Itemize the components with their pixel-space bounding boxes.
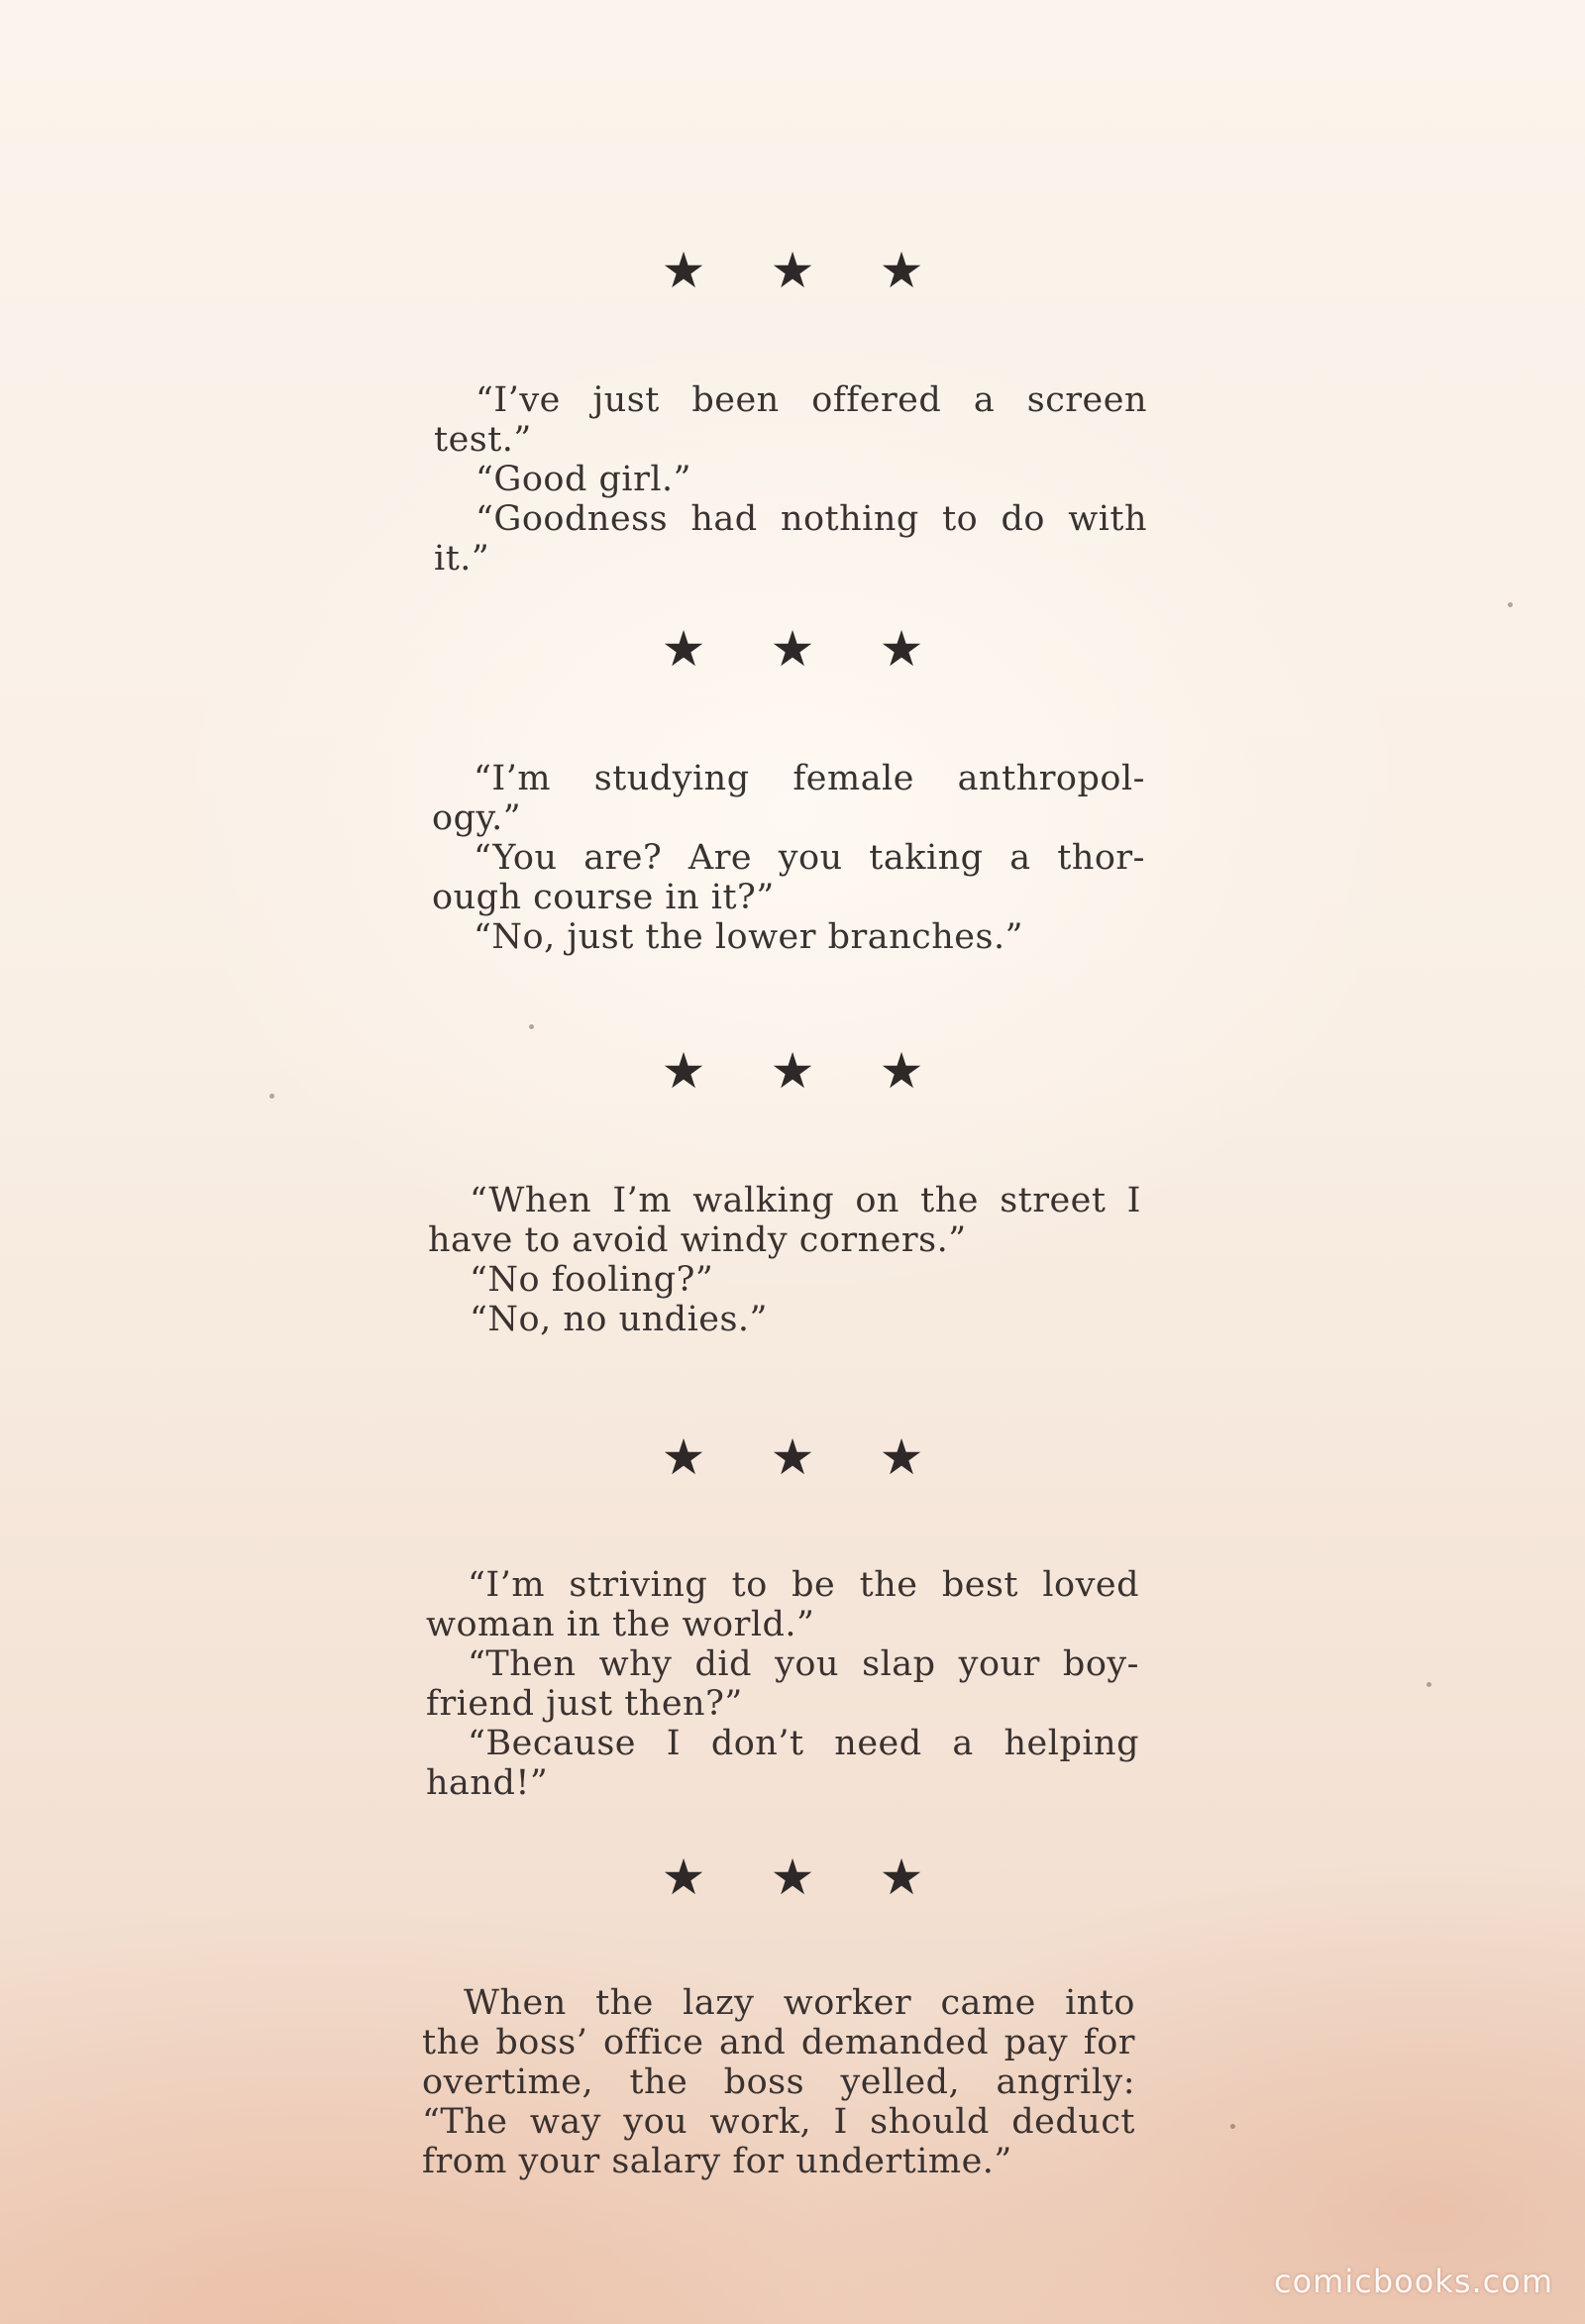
paper-speck [529, 1024, 534, 1029]
joke-line: “Goodness had nothing to do with [476, 499, 1147, 539]
star-separator [0, 1849, 1585, 1906]
joke-line: “I’m striving to be the best loved [468, 1565, 1139, 1605]
star-icon: ★ [770, 1849, 815, 1906]
star-separator [0, 1428, 1585, 1486]
star-icon: ★ [661, 1849, 706, 1906]
joke-paragraph [434, 380, 1147, 579]
joke-line: “No, no undies.” [470, 1300, 768, 1339]
joke-line: “You are? Are you taking a thor- [474, 838, 1145, 878]
paper-speck [269, 1094, 274, 1099]
joke-line: overtime, the boss yelled, angrily: [422, 2062, 1135, 2102]
joke-line: friend just then?” [426, 1684, 743, 1724]
joke-paragraph [428, 1181, 1141, 1339]
joke-line: from your salary for undertime.” [422, 2142, 1012, 2181]
star-separator [0, 1042, 1585, 1100]
star-icon: ★ [879, 242, 924, 299]
joke-line: ough course in it?” [432, 878, 775, 917]
star-icon: ★ [770, 242, 815, 299]
joke-line: When the lazy worker came into [464, 1983, 1135, 2023]
joke-line: hand!” [426, 1763, 549, 1803]
joke-line: “I’m studying female anthropol- [474, 759, 1145, 798]
star-icon: ★ [879, 1042, 924, 1100]
star-icon: ★ [770, 620, 815, 678]
joke-paragraph [422, 1983, 1135, 2181]
joke-line: “The way you work, I should deduct [422, 2102, 1135, 2142]
joke-line: woman in the world.” [426, 1605, 815, 1644]
watermark: comicbooks.com [1273, 2263, 1553, 2300]
star-icon: ★ [770, 1428, 815, 1486]
joke-paragraph [432, 759, 1145, 957]
star-icon: ★ [879, 1849, 924, 1906]
star-icon: ★ [879, 620, 924, 678]
joke-line: ogy.” [432, 798, 522, 838]
joke-line: “I’ve just been offered a screen [476, 380, 1147, 420]
joke-paragraph [426, 1565, 1139, 1803]
joke-line: “No, just the lower branches.” [474, 917, 1024, 957]
star-icon: ★ [879, 1428, 924, 1486]
star-icon: ★ [661, 620, 706, 678]
joke-line: “Because I don’t need a helping [468, 1724, 1139, 1763]
joke-line: “Then why did you slap your boy- [468, 1644, 1139, 1684]
joke-line: “Good girl.” [476, 460, 692, 499]
joke-line: “When I’m walking on the street I [470, 1181, 1141, 1220]
paper-speck [1508, 602, 1513, 607]
star-icon: ★ [661, 1042, 706, 1100]
star-icon: ★ [661, 242, 706, 299]
joke-line: “No fooling?” [470, 1260, 714, 1300]
star-icon: ★ [770, 1042, 815, 1100]
star-separator [0, 620, 1585, 678]
paper-speck [1426, 1682, 1431, 1687]
joke-line: test.” [434, 420, 532, 460]
paper-speck [1230, 2124, 1235, 2129]
joke-line: the boss’ office and demanded pay for [422, 2023, 1135, 2062]
joke-line: have to avoid windy corners.” [428, 1220, 967, 1260]
star-separator [0, 242, 1585, 299]
star-icon: ★ [661, 1428, 706, 1486]
joke-line: it.” [434, 539, 490, 579]
